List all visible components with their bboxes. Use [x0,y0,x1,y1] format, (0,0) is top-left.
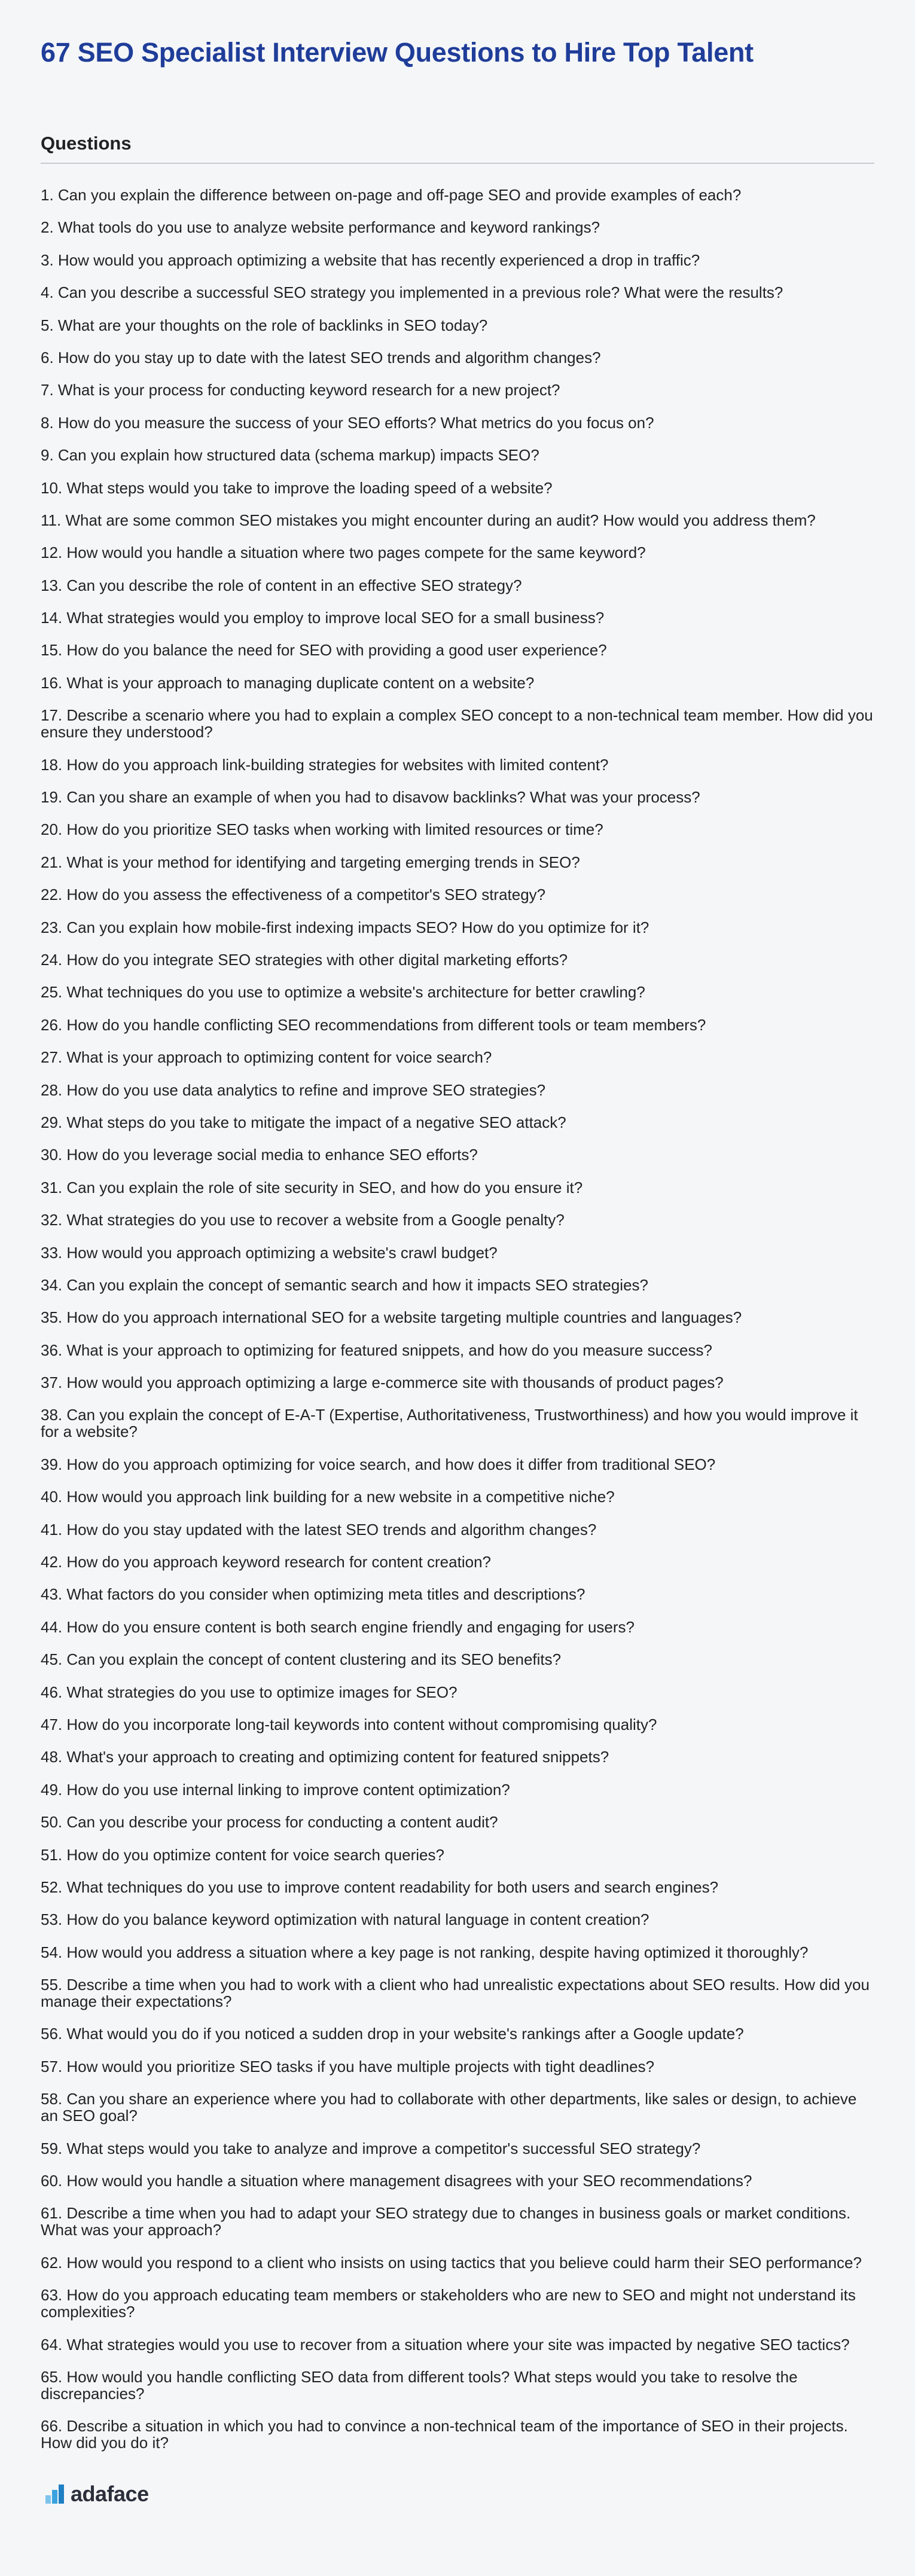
question-item: 35. How do you approach international SEO for a website targeting multiple countries and languages? [41,1308,742,1327]
question-item: 46. What strategies do you use to optimize images for SEO? [41,1683,458,1701]
section-divider [41,163,874,164]
footer-logo[interactable] [45,2482,149,2507]
question-item: 4. Can you describe a successful SEO strategy you implemented in a previous role? What were the results? [41,283,783,302]
logo-text: adaface [71,2482,149,2506]
question-item: 11. What are some common SEO mistakes you might encounter during an audit? How would you address them? [41,511,816,529]
question-item: 40. How would you approach link building for a new website in a competitive niche? [41,1488,615,1506]
question-item: 3. How would you approach optimizing a website that has recently experienced a drop in traffic? [41,251,700,269]
question-item: 10. What steps would you take to improve the loading speed of a website? [41,478,553,497]
question-item: 48. What's your approach to creating and optimizing content for featured snippets? [41,1748,609,1766]
question-item: 22. How do you assess the effectiveness of a competitor's SEO strategy? [41,886,546,904]
question-item: 56. What would you do if you noticed a sudden drop in your website's rankings after a Google update? [41,2025,744,2043]
question-item: 49. How do you use internal linking to improve content optimization? [41,1780,510,1799]
question-item: 20. How do you prioritize SEO tasks when working with limited resources or time? [41,820,603,839]
question-item: 60. How would you handle a situation where management disagrees with your SEO recommendations? [41,2172,752,2190]
question-item: 37. How would you approach optimizing a large e-commerce site with thousands of product pages? [41,1374,724,1392]
question-item: 44. How do you ensure content is both search engine friendly and engaging for users? [41,1617,635,1636]
question-item: 1. Can you explain the difference between on-page and off-page SEO and provide examples of each? [41,186,742,204]
question-item: 53. How do you balance keyword optimization with natural language in content creation? [41,1910,649,1929]
question-item: 27. What is your approach to optimizing content for voice search? [41,1048,492,1067]
question-item: 52. What techniques do you use to improve content readability for both users and search engines? [41,1878,719,1896]
question-item: 63. How do you approach educating team members or stakeholders who are new to SEO and might not understand its complexities? [41,2286,856,2321]
question-item: 25. What techniques do you use to optimize a website's architecture for better crawling? [41,983,645,1002]
question-item: 23. Can you explain how mobile-first indexing impacts SEO? How do you optimize for it? [41,918,649,936]
question-item: 51. How do you optimize content for voice search queries? [41,1845,444,1864]
section-heading: Questions [41,133,132,154]
question-item: 57. How would you prioritize SEO tasks if you have multiple projects with tight deadlines? [41,2057,655,2076]
question-item: 32. What strategies do you use to recover a website from a Google penalty? [41,1211,565,1229]
question-item: 5. What are your thoughts on the role of backlinks in SEO today? [41,316,488,334]
question-item: 38. Can you explain the concept of E-A-T (Expertise, Authoritativeness, Trustworthiness) and how you would improve it for a website? [41,1406,858,1441]
question-item: 39. How do you approach optimizing for voice search, and how does it differ from traditional SEO? [41,1455,716,1473]
logo-bar-medium [52,2490,57,2504]
question-item: 43. What factors do you consider when optimizing meta titles and descriptions? [41,1585,585,1604]
question-item: 16. What is your approach to managing duplicate content on a website? [41,673,535,692]
question-item: 61. Describe a time when you had to adapt your SEO strategy due to changes in business goals or market conditions. What was your approach? [41,2204,851,2239]
logo-bar-short [45,2495,51,2504]
page-title: 67 SEO Specialist Interview Questions to Hire Top Talent [41,37,754,68]
question-item: 13. Can you describe the role of content in an effective SEO strategy? [41,576,522,594]
question-item: 26. How do you handle conflicting SEO recommendations from different tools or team members? [41,1015,706,1034]
question-item: 55. Describe a time when you had to work with a client who had unrealistic expectations about SEO results. How did you manage their expectations? [41,1976,870,2011]
question-item: 62. How would you respond to a client who insists on using tactics that you believe could harm their SEO performance? [41,2253,862,2272]
question-item: 42. How do you approach keyword research for content creation? [41,1553,491,1571]
question-item: 6. How do you stay up to date with the latest SEO trends and algorithm changes? [41,348,601,367]
question-item: 30. How do you leverage social media to enhance SEO efforts? [41,1146,478,1164]
question-item: 50. Can you describe your process for conducting a content audit? [41,1813,498,1832]
question-item: 36. What is your approach to optimizing for featured snippets, and how do you measure success? [41,1341,712,1359]
question-item: 14. What strategies would you employ to improve local SEO for a small business? [41,609,605,627]
question-item: 59. What steps would you take to analyze and improve a competitor's successful SEO strategy? [41,2139,701,2157]
adaface-logo-icon [45,2485,65,2504]
question-item: 15. How do you balance the need for SEO with providing a good user experience? [41,641,607,660]
question-item: 17. Describe a scenario where you had to explain a complex SEO concept to a non-technical team member. How did you ensure they understood? [41,706,873,741]
question-item: 64. What strategies would you use to recover from a situation where your site was impacted by negative SEO tactics? [41,2335,850,2354]
question-item: 18. How do you approach link-building strategies for websites with limited content? [41,755,609,774]
question-item: 34. Can you explain the concept of semantic search and how it impacts SEO strategies? [41,1275,648,1294]
question-item: 66. Describe a situation in which you had to convince a non-technical team of the importance of SEO in their projects. How did you do it? [41,2417,848,2452]
question-item: 45. Can you explain the concept of content clustering and its SEO benefits? [41,1650,562,1669]
question-item: 12. How would you handle a situation where two pages compete for the same keyword? [41,544,646,562]
question-list [41,187,874,2451]
logo-bar-tall [59,2485,64,2504]
question-item: 28. How do you use data analytics to refine and improve SEO strategies? [41,1081,546,1099]
question-item: 9. Can you explain how structured data (schema markup) impacts SEO? [41,446,539,465]
question-item: 8. How do you measure the success of your SEO efforts? What metrics do you focus on? [41,413,654,432]
question-item: 2. What tools do you use to analyze website performance and keyword rankings? [41,218,600,237]
question-item: 24. How do you integrate SEO strategies with other digital marketing efforts? [41,950,568,969]
question-item: 21. What is your method for identifying and targeting emerging trends in SEO? [41,853,580,871]
question-item: 33. How would you approach optimizing a website's crawl budget? [41,1243,498,1262]
question-item: 58. Can you share an experience where you had to collaborate with other departments, like sales or design, to achieve an SEO goal? [41,2090,857,2125]
question-item: 47. How do you incorporate long-tail keywords into content without compromising quality? [41,1715,657,1733]
question-item: 31. Can you explain the role of site security in SEO, and how do you ensure it? [41,1178,583,1197]
question-item: 29. What steps do you take to mitigate the impact of a negative SEO attack? [41,1113,566,1131]
question-item: 54. How would you address a situation where a key page is not ranking, despite having optimized it thoroughly? [41,1943,809,1961]
question-item: 65. How would you handle conflicting SEO data from different tools? What steps would you take to resolve the discrepancies? [41,2368,798,2403]
question-item: 7. What is your process for conducting keyword research for a new project? [41,381,560,399]
question-item: 19. Can you share an example of when you had to disavow backlinks? What was your process? [41,788,700,807]
question-item: 41. How do you stay updated with the latest SEO trends and algorithm changes? [41,1520,597,1539]
